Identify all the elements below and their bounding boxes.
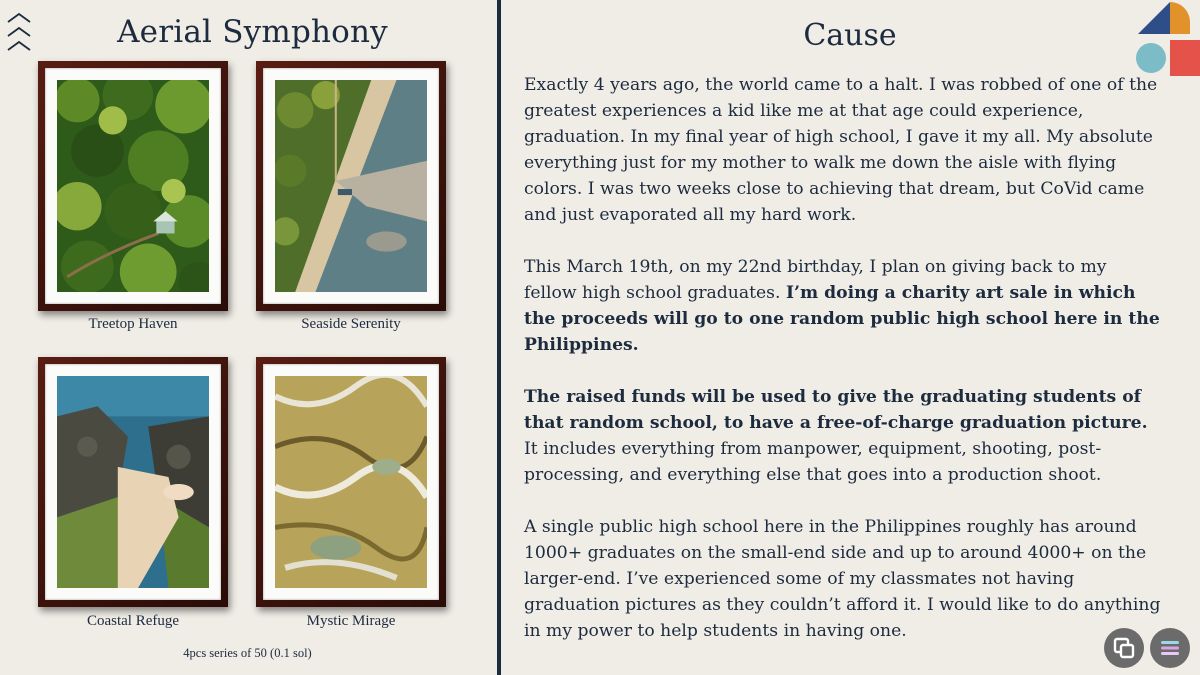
paragraph-text: It includes everything from manpower, equipment, shooting, post-processing, and everything else that goes into a production shoot. <box>524 439 1102 485</box>
artwork-caption: Mystic Mirage <box>306 613 396 629</box>
cause-body <box>524 72 1164 670</box>
cause-paragraph <box>524 384 1164 488</box>
cause-title: Cause <box>803 18 897 53</box>
paragraph-text: A single public high school here in the Philippines roughly has around 1000+ graduates on the small-end side and up to around 4000+ on the larger-end. I’ve experienced some of my classmates not having graduation pictures as they couldn’t afford it. I would like to do anything in my power to help students in having one. <box>524 517 1161 641</box>
paragraph-bold-text: I’m doing a charity art sale in which the proceeds will go to one random public high school here in the Philippines. <box>524 283 1160 355</box>
artwork-caption: Treetop Haven <box>88 316 178 332</box>
cause-paragraph <box>524 514 1164 644</box>
menu-button[interactable] <box>1150 628 1190 668</box>
artwork-photo-seaside-serenity <box>275 80 427 292</box>
artwork-frame-seaside-serenity[interactable] <box>256 61 446 311</box>
artwork-frame-mystic-mirage[interactable] <box>256 357 446 607</box>
artwork-frame-coastal-refuge[interactable] <box>38 357 228 607</box>
paragraph-text: Exactly 4 years ago, the world came to a halt. I was robbed of one of the greatest experiences a kid like me at that age could experience, graduation. In my final year of high school, I gave it my all. My absolute everything just for my mother to walk me down the aisle with flying colors. I was two weeks close to achieving that dream, but CoVid came and just evaporated all my hard work. <box>524 75 1158 225</box>
copy-window-icon <box>1112 636 1136 660</box>
paragraph-bold-text: The raised funds will be used to give the graduating students of that random school, to have a free-of-charge graduation picture. <box>524 387 1148 433</box>
artwork-mat <box>263 68 439 304</box>
artwork-mat <box>263 364 439 600</box>
series-note: 4pcs series of 50 (0.1 sol) <box>183 646 312 660</box>
artwork-mat <box>45 364 221 600</box>
artwork-caption: Seaside Serenity <box>301 316 401 332</box>
artwork-photo-treetop-haven <box>57 80 209 292</box>
menu-lines-icon <box>1158 636 1182 660</box>
paragraph-text: This March 19th, on my 22nd birthday, I plan on giving back to my fellow high school graduates. <box>524 257 1107 303</box>
cause-paragraph <box>524 254 1164 358</box>
copy-window-button[interactable] <box>1104 628 1144 668</box>
gallery-title: Aerial Symphony <box>117 14 388 50</box>
cause-paragraph <box>524 72 1164 228</box>
artwork-photo-coastal-refuge <box>57 376 209 588</box>
artwork-photo-mystic-mirage <box>275 376 427 588</box>
geometric-shapes-icon <box>1130 0 1200 80</box>
panel-divider <box>497 0 501 675</box>
artwork-frame-treetop-haven[interactable] <box>38 61 228 311</box>
artwork-mat <box>45 68 221 304</box>
artwork-caption: Coastal Refuge <box>86 613 180 629</box>
